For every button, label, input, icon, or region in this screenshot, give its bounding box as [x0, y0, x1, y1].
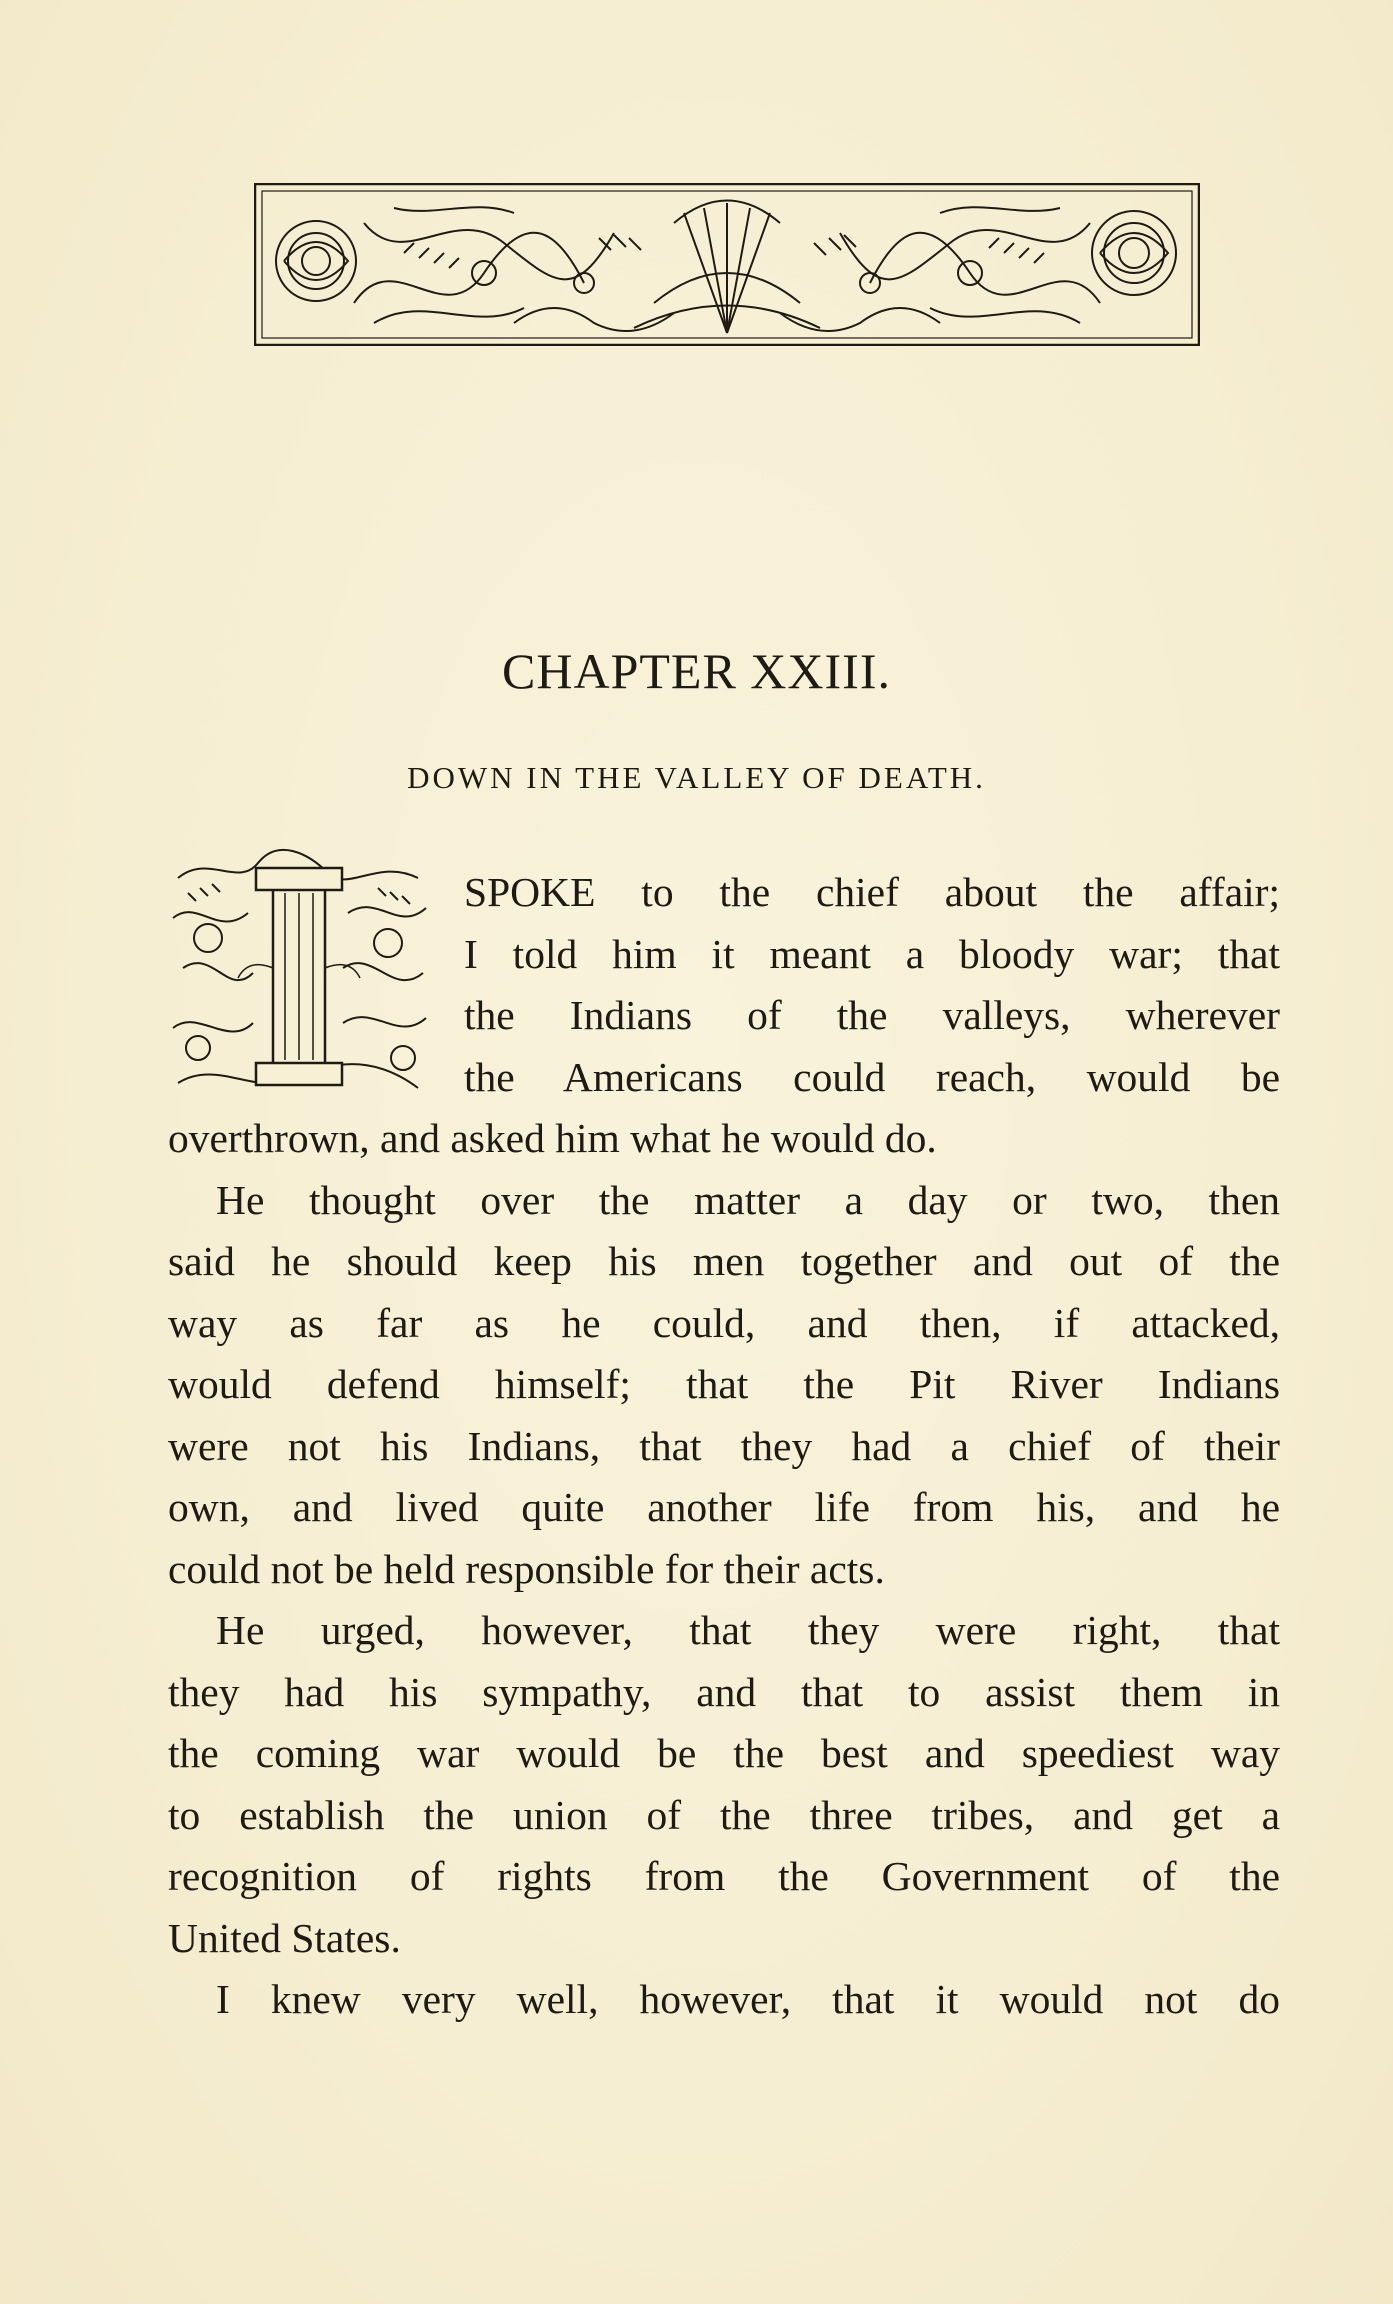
body-text: [168, 862, 1280, 2031]
text-line: SPOKE to the chief about the affair;: [464, 869, 1280, 915]
text-line: United States.: [168, 1914, 401, 1961]
text-line: were not his Indians, that they had a chief of their: [168, 1422, 1280, 1469]
text-line: He thought over the matter a day or two, then: [216, 1176, 1280, 1223]
text-line: could not be held responsible for their acts.: [168, 1545, 885, 1592]
text-line: own, and lived quite another life from his, and he: [168, 1484, 1280, 1530]
text-line: the coming war would be the best and speediest way: [168, 1730, 1280, 1776]
text-line: He urged, however, that they were right, that: [216, 1607, 1280, 1653]
chapter-title: CHAPTER XXIII.: [502, 643, 891, 699]
floral-scroll-headpiece-icon: [254, 183, 1200, 346]
text-line: I knew very well, however, that it would not do: [216, 1976, 1280, 2022]
text-line: I told him it meant a bloody war; that: [464, 930, 1280, 977]
text-line: would defend himself; that the Pit River Indians: [168, 1361, 1280, 1407]
text-line: recognition of rights from the Government of the: [168, 1853, 1280, 1899]
chapter-subtitle: DOWN IN THE VALLEY OF DEATH.: [407, 760, 986, 795]
text-line: overthrown, and asked him what he would do.: [168, 1115, 937, 1161]
text-line: the Indians of the valleys, wherever: [464, 992, 1280, 1038]
text-line: to establish the union of the three tribes, and get a: [168, 1791, 1280, 1838]
text-line: way as far as he could, and then, if attacked,: [168, 1299, 1280, 1346]
text-line: they had his sympathy, and that to assist them in: [168, 1668, 1280, 1715]
text-line: said he should keep his men together and out of the: [168, 1238, 1280, 1284]
text-line: the Americans could reach, would be: [464, 1053, 1280, 1100]
